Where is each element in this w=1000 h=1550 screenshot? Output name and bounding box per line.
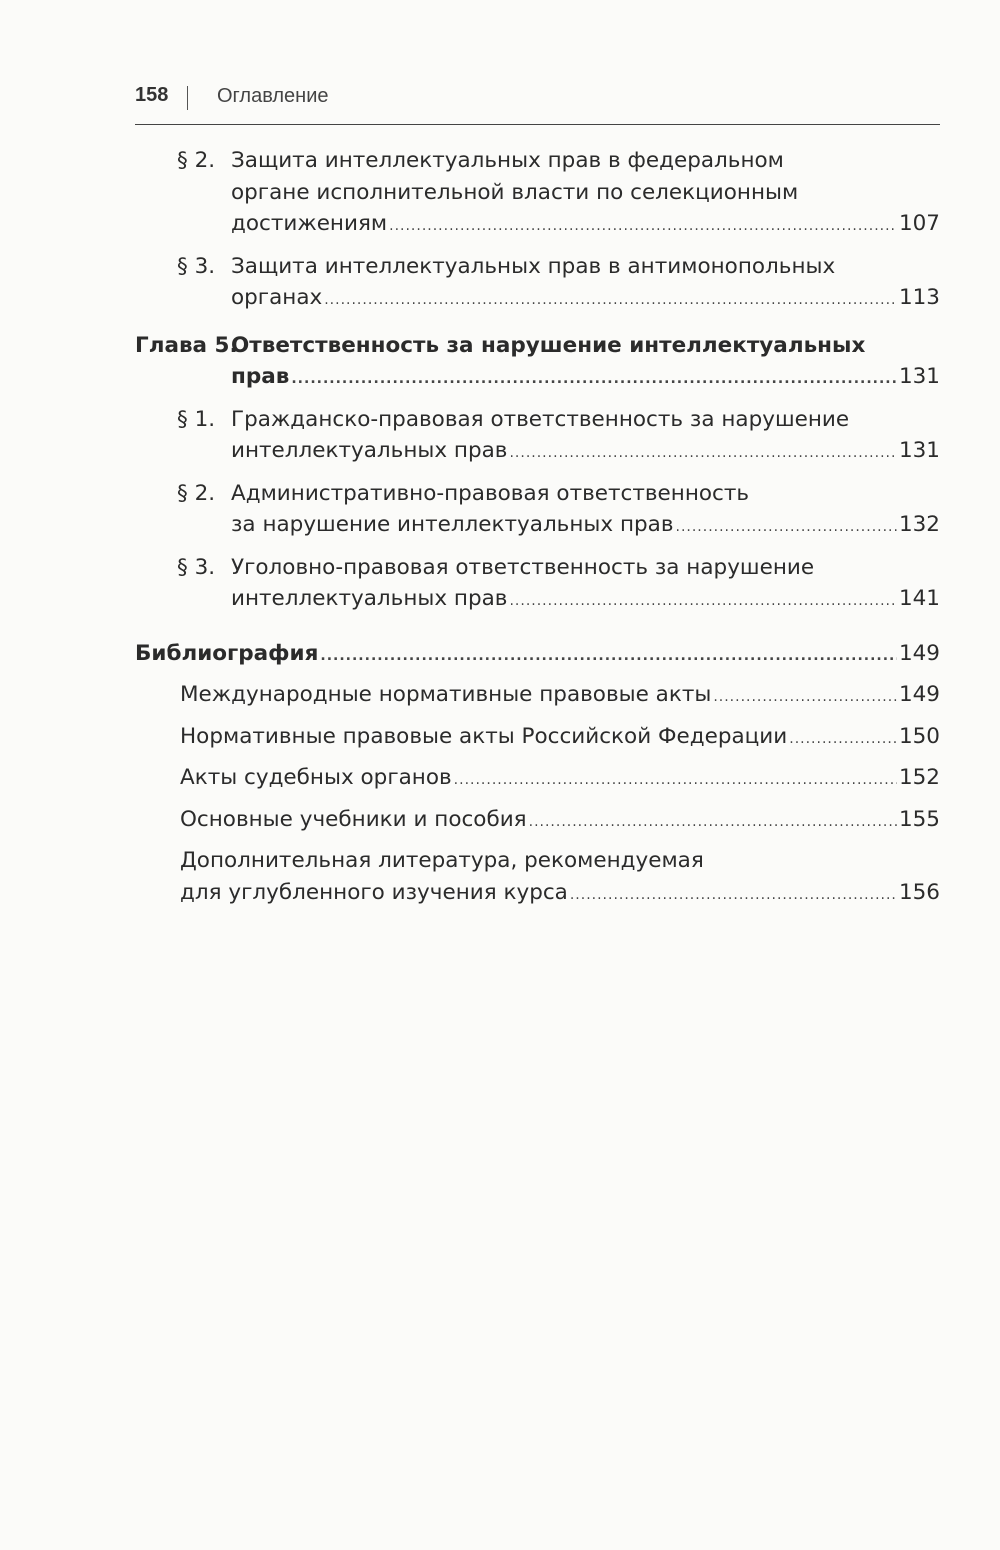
toc-entry-bibliography[interactable] [135, 638, 940, 673]
entry-title-line: Акты судебных органов [180, 765, 452, 790]
dot-leader [509, 438, 896, 470]
section-number: § 2. [177, 480, 216, 506]
page-ref: 131 [898, 438, 940, 463]
entry-title-line: органах [231, 285, 323, 310]
entry-title-line: Международные нормативные правовые акты [180, 682, 712, 707]
dot-leader [291, 364, 897, 396]
entry-title-line: Библиография [135, 640, 319, 666]
table-of-contents [135, 145, 940, 911]
entry-title-line: Защита интеллектуальных прав в федеральном [231, 148, 784, 173]
page-ref: 149 [898, 682, 940, 707]
entry-title-line: Дополнительная литература, рекомендуемая [180, 848, 704, 873]
dot-leader [529, 807, 897, 839]
entry-title-line: Основные учебники и пособия [180, 806, 527, 832]
page-ref: 149 [898, 640, 940, 666]
dot-leader [454, 765, 897, 797]
toc-entry-international-acts[interactable] [135, 679, 940, 714]
entry-title-line: для углубленного изучения курса [180, 879, 568, 905]
running-title: Оглавление [217, 85, 329, 107]
section-number: § 3. [177, 554, 216, 580]
page-number: 158 [135, 84, 169, 106]
header-divider [187, 86, 188, 110]
entry-title-line: Уголовно-правовая ответственность за нарушение [231, 554, 815, 580]
section-number: § 1. [177, 406, 216, 432]
entry-title-line: органе исполнительной власти по селекционным [231, 179, 799, 205]
dot-leader [713, 682, 897, 714]
dot-leader [389, 211, 897, 243]
toc-entry-section-3-antimonopoly[interactable] [135, 251, 940, 317]
page-ref: 150 [898, 723, 940, 749]
toc-entry-section-2-administrative-liability[interactable] [135, 478, 940, 544]
toc-entry-textbooks[interactable] [135, 804, 940, 839]
toc-entry-russian-federation-acts[interactable] [135, 721, 940, 756]
section-number: § 2. [177, 148, 216, 173]
page-ref: 155 [898, 806, 940, 832]
toc-entry-section-2-intellectual-rights-protection-federal[interactable] [135, 145, 940, 243]
entry-title-line: интеллектуальных прав [231, 586, 508, 611]
dot-leader [324, 285, 897, 317]
dot-leader [789, 724, 897, 756]
section-number: § 3. [177, 253, 216, 279]
dot-leader [320, 641, 897, 673]
page-ref: 131 [898, 364, 940, 389]
toc-entry-additional-literature[interactable] [135, 845, 940, 911]
entry-title-line: интеллектуальных прав [231, 438, 508, 463]
entry-title-line: достижениям [231, 211, 388, 236]
entry-title-line: за нарушение интеллектуальных прав [231, 512, 674, 537]
entry-title-line: Ответственность за нарушение интеллектуальных [231, 332, 866, 358]
entry-title-line: Гражданско-правовая ответственность за нарушение [231, 406, 850, 432]
page-ref: 141 [898, 586, 940, 611]
entry-title-line: Административно-правовая ответственность [231, 480, 750, 506]
dot-leader [676, 512, 897, 544]
toc-entry-section-3-criminal-liability[interactable] [135, 552, 940, 618]
dot-leader [509, 586, 896, 618]
page-ref: 156 [898, 879, 940, 905]
entry-title-line: Защита интеллектуальных прав в антимонопольных [231, 253, 836, 279]
toc-entry-chapter-5[interactable] [135, 330, 940, 396]
page-header [135, 84, 940, 125]
toc-entry-court-acts[interactable] [135, 762, 940, 797]
entry-title-line: прав [231, 364, 290, 389]
chapter-number: Глава 5. [135, 332, 238, 358]
dot-leader [570, 880, 897, 912]
page-ref: 132 [898, 512, 940, 537]
entry-title-line: Нормативные правовые акты Российской Федерации [180, 723, 788, 749]
page-ref: 107 [898, 211, 940, 236]
page-ref: 113 [898, 285, 940, 310]
page-ref: 152 [898, 765, 940, 790]
toc-entry-section-1-civil-liability[interactable] [135, 404, 940, 470]
